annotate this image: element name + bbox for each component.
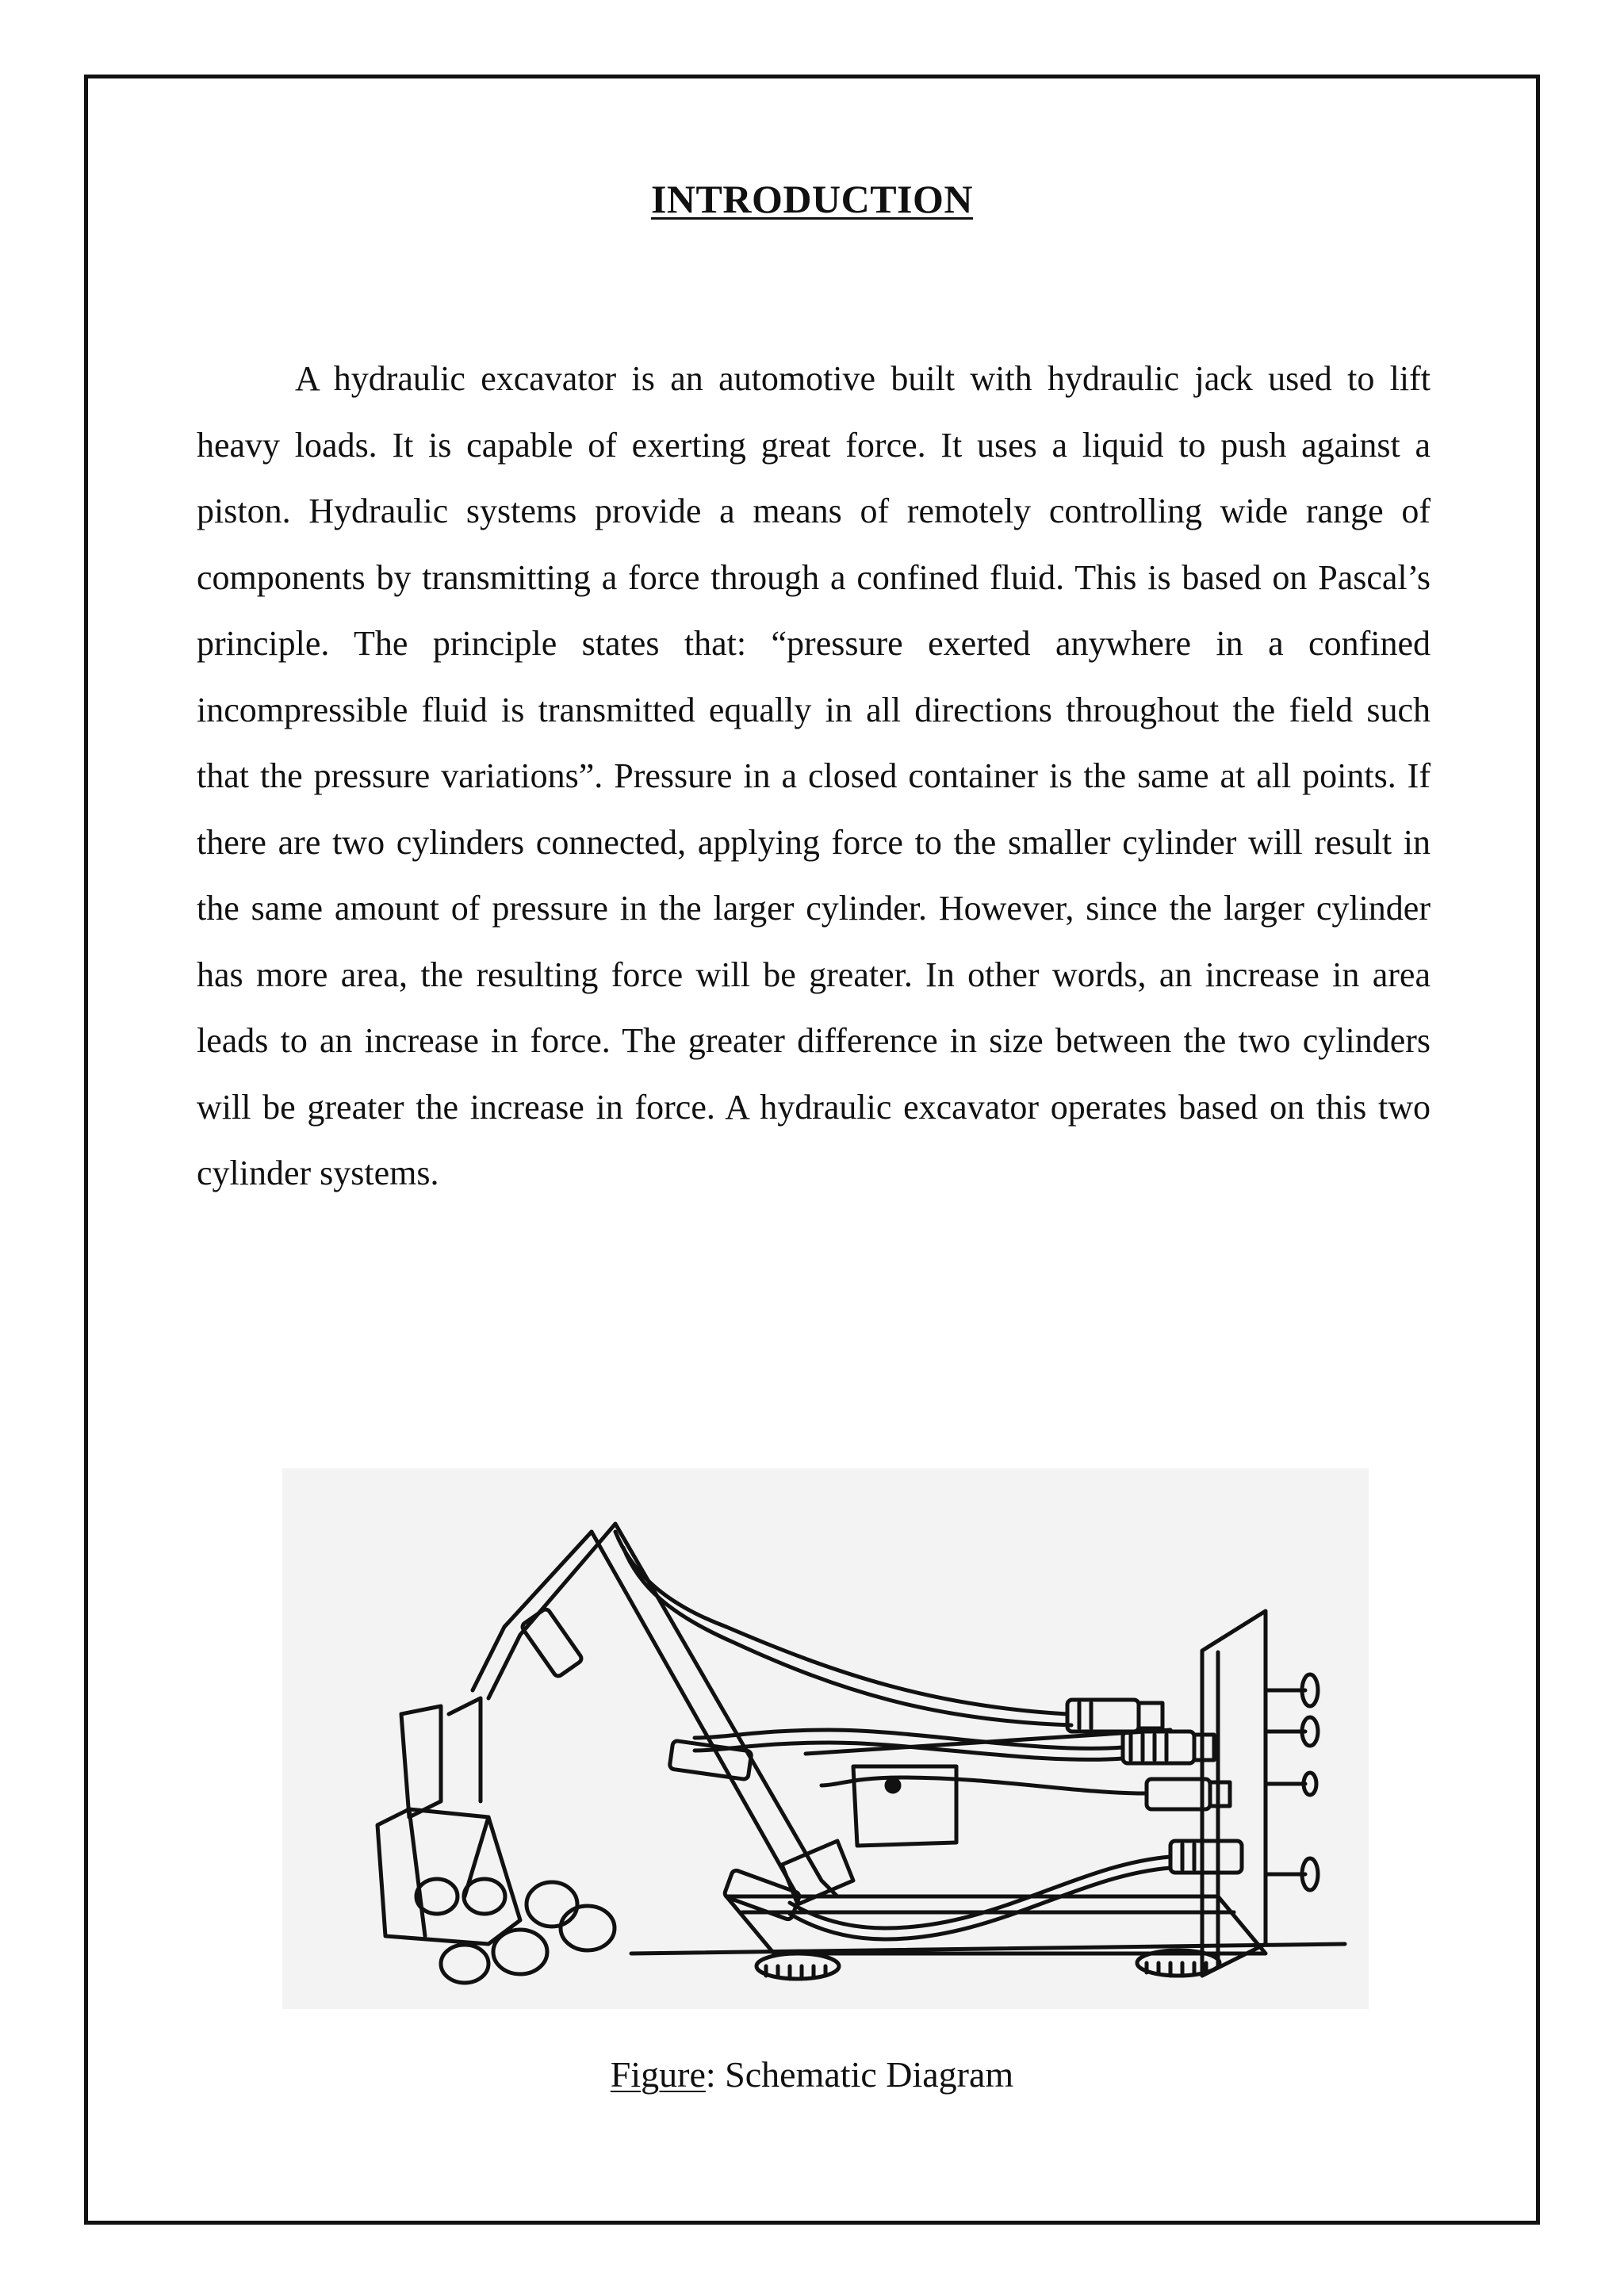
hose-3 <box>822 1777 1147 1793</box>
syringe-bottom <box>1170 1841 1242 1873</box>
control-box-knob <box>887 1779 899 1792</box>
introduction-paragraph: A hydraulic excavator is an automotive built with hydraulic jack used to lift heavy loads. It is capable of exerting great force. It uses a liquid to push against a piston. Hydraulic systems provide a means of remotely controlling wide range of components by transmitting a force through a confined fluid. This is based on Pascal’s principle. The principle states that: “pressure exerted anywhere in a confined incompressible fluid is transmitted equally in all directions throughout the field such that the pressure variations”. Pressure in a closed container is the same at all points. If there are two cylinders connected, applying force to the smaller cylinder will result in the same amount of pressure in the larger cylinder. However, since the larger cylinder has more area, the resulting force will be greater. In other words, an increase in area leads to an increase in force. The greater difference in size between the two cylinders will be greater the increase in force. A hydraulic excavator operates based on this two cylinder systems. <box>197 359 1431 1192</box>
boom-arm <box>615 1524 837 1896</box>
rock-1 <box>527 1882 577 1927</box>
dipper-arm <box>401 1706 441 1817</box>
syringe-top <box>1067 1700 1162 1732</box>
bucket <box>377 1809 520 1944</box>
rock-2 <box>561 1906 615 1950</box>
figure-caption-text: Schematic Diagram <box>725 2054 1014 2095</box>
figure-caption-label: Figure <box>610 2054 706 2095</box>
page-title: INTRODUCTION <box>650 177 974 221</box>
figure-caption <box>0 2053 1624 2095</box>
hydraulic-excavator-sketch <box>282 1468 1369 2009</box>
figure-caption-separator: : <box>705 2054 726 2095</box>
schematic-diagram-figure <box>282 1468 1369 2009</box>
rock-3 <box>493 1930 547 1974</box>
